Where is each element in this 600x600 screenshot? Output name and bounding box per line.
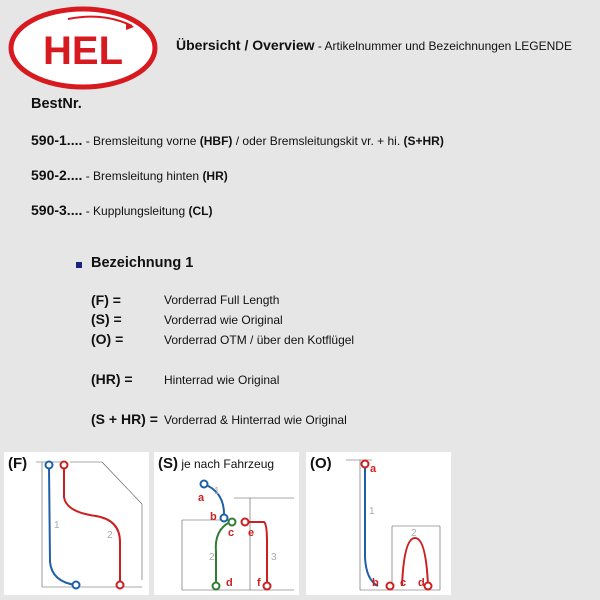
marker-e: e: [248, 527, 255, 539]
bestnr-label: BestNr.: [31, 96, 82, 112]
wire-number-1: 1: [214, 486, 220, 497]
marker-f: f: [257, 577, 261, 589]
diagram-f: [4, 452, 149, 595]
marker-a: a: [370, 463, 377, 475]
code-row-2: [31, 167, 228, 183]
legend-desc-hr: Hinterrad wie Original: [164, 373, 280, 387]
legend-code-hr: (HR) =: [91, 371, 133, 387]
code: 590-1....: [31, 132, 83, 148]
wire-number-2: 2: [107, 530, 113, 541]
panel-o-label: (O): [310, 455, 332, 472]
panel-s-note: je nach Fahrzeug: [178, 457, 275, 471]
code-text: - Kupplungsleitung: [82, 204, 189, 218]
code-text: - Bremsleitung hinten: [82, 169, 203, 183]
marker-c: c: [400, 577, 407, 589]
marker-b: b: [372, 577, 379, 589]
diagram-panel-o: [306, 452, 451, 595]
hel-logo: [8, 6, 158, 90]
legend-code-shr: (S + HR) =: [91, 411, 158, 427]
code-text2: / oder Bremsleitungskit vr. + hi.: [232, 134, 404, 148]
diagram-panel-f: [4, 452, 149, 595]
marker-c: c: [228, 527, 235, 539]
wire-number-1: 1: [369, 506, 375, 517]
legend-desc-s: Vorderrad wie Original: [164, 313, 283, 327]
marker-b: b: [210, 511, 217, 523]
wire-number-2: 2: [411, 528, 417, 539]
legend-desc-o: Vorderrad OTM / über den Kotflügel: [164, 333, 355, 347]
logo-text: HEL: [43, 29, 123, 73]
code-bold: (HR): [202, 169, 228, 183]
panel-s-code: (S): [158, 455, 178, 472]
legend-code-o: (O) =: [91, 331, 124, 347]
title-bold: Übersicht / Overview: [176, 37, 315, 53]
code-bold: (CL): [188, 204, 213, 218]
section-bullet-icon: [76, 262, 82, 268]
section-title: Bezeichnung 1: [91, 255, 194, 271]
legend-desc-shr: Vorderrad & Hinterrad wie Original: [164, 413, 347, 427]
page-title: [176, 37, 572, 53]
marker-d: d: [418, 577, 425, 589]
title-rest: - Artikelnummer und Bezeichnungen LEGENDE: [314, 39, 572, 53]
code-bold: (HBF): [199, 134, 233, 148]
code-bold2: (S+HR): [403, 134, 444, 148]
code: 590-3....: [31, 202, 83, 218]
legend-code-s: (S) =: [91, 311, 122, 327]
code: 590-2....: [31, 167, 83, 183]
diagram-s: [154, 452, 299, 595]
panel-s-label: [158, 455, 274, 472]
panel-f-label: (F): [8, 455, 28, 472]
code-row-3: [31, 202, 212, 218]
legend-desc-f: Vorderrad Full Length: [164, 293, 280, 307]
code-row-1: [31, 132, 444, 148]
legend-code-f: (F) =: [91, 292, 121, 308]
wire-number-3: 3: [271, 552, 277, 563]
wire-number-1: 1: [54, 520, 60, 531]
diagram-o: [306, 452, 451, 595]
code-text: - Bremsleitung vorne: [82, 134, 200, 148]
marker-d: d: [226, 577, 233, 589]
diagram-panel-s: [154, 452, 299, 595]
wire-number-2: 2: [209, 552, 215, 563]
marker-a: a: [198, 492, 205, 504]
